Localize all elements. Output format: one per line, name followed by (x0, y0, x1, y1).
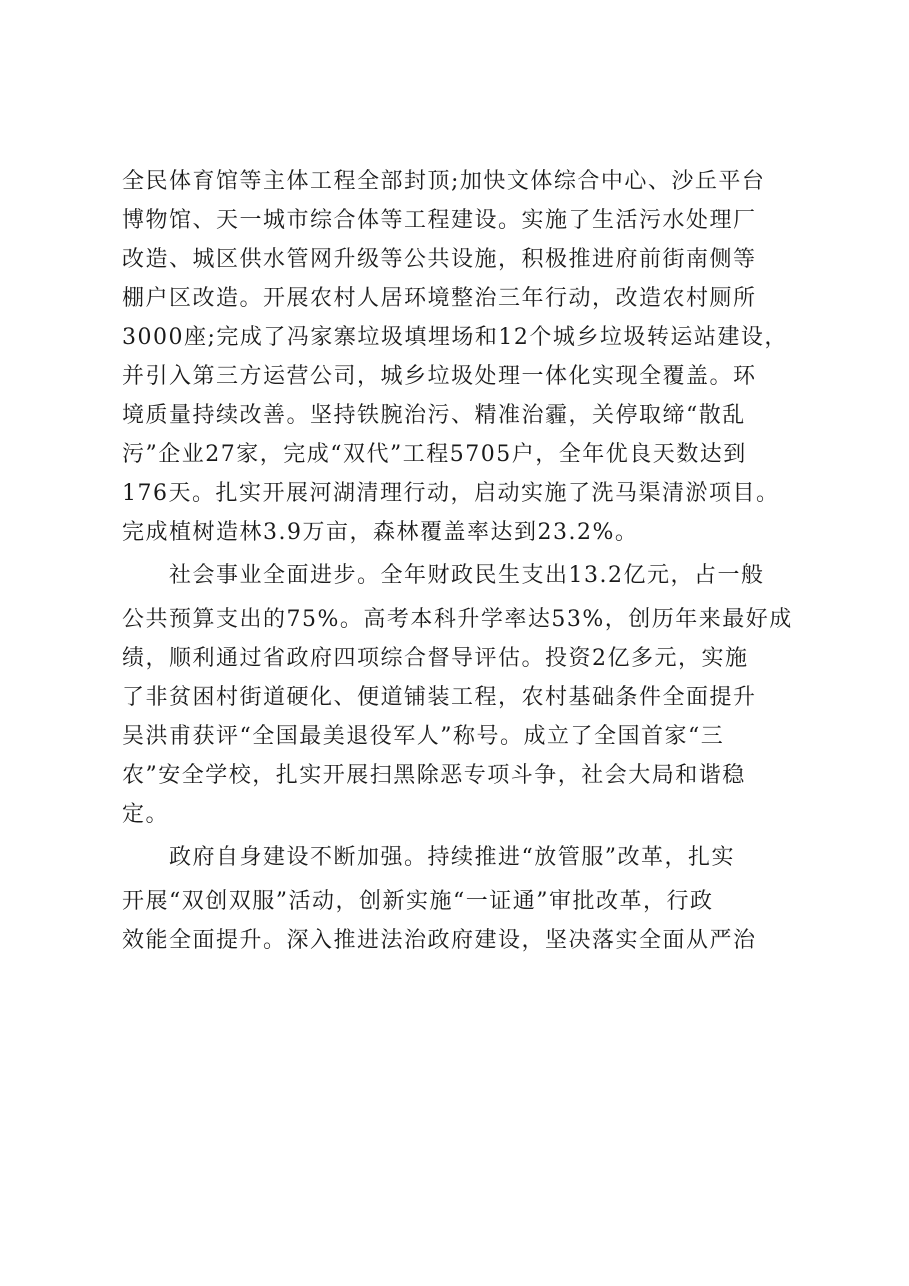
text-line: 绩，顺利通过省政府四项综合督导评估。投资2亿多元，实施 (122, 646, 749, 671)
body-text (122, 162, 812, 960)
text-line: 博物馆、天一城市综合体等工程建设。实施了生活污水处理厂 (122, 208, 757, 233)
paragraph-start-line: 政府自身建设不断加强。持续推进“放管服”改革，扎实 (122, 845, 735, 870)
text-line: 棚户区改造。开展农村人居环境整治三年行动，改造农村厕所 (122, 286, 757, 311)
text-line: 改造、城区供水管网升级等公共设施，积极推进府前街南侧等 (122, 247, 757, 272)
text-line: 开展“双创双服”活动，创新实施“一证通”审批改革，行政 (122, 889, 714, 914)
text-line: 全民体育馆等主体工程全部封顶;加快文体综合中心、沙丘平台 (122, 169, 766, 194)
text-line: 境质量持续改善。坚持铁腕治污、精准治霾，关停取缔“散乱 (122, 403, 746, 428)
text-line: 效能全面提升。深入推进法治政府建设，坚决落实全面从严治 (122, 928, 757, 953)
text-line: 公共预算支出的75%。高考本科升学率达53%，创历年来最好成 (122, 607, 793, 632)
text-line: 了非贫困村街道硬化、便道铺装工程，农村基础条件全面提升 (122, 685, 757, 710)
paragraph-start-line: 社会事业全面进步。全年财政民生支出13.2亿元，占一般 (122, 563, 765, 588)
text-line: 完成植树造林3.9万亩，森林覆盖率达到23.2%。 (122, 520, 639, 545)
text-line: 吴洪甫获评“全国最美退役军人”称号。成立了全国首家“三 (122, 724, 725, 749)
text-line: 定。 (122, 802, 170, 827)
text-line: 农”安全学校，扎实开展扫黑除恶专项斗争，社会大局和谐稳 (122, 763, 746, 788)
text-line: 3000座;完成了冯家寨垃圾填埋场和12个城乡垃圾转运站建设， (122, 325, 788, 350)
text-line: 并引入第三方运营公司，城乡垃圾处理一体化实现全覆盖。环 (122, 364, 757, 389)
text-line: 污”企业27家，完成“双代”工程5705户，全年优良天数达到 (122, 442, 747, 467)
text-line: 176天。扎实开展河湖清理行动，启动实施了洗马渠清淤项目。 (122, 481, 780, 506)
